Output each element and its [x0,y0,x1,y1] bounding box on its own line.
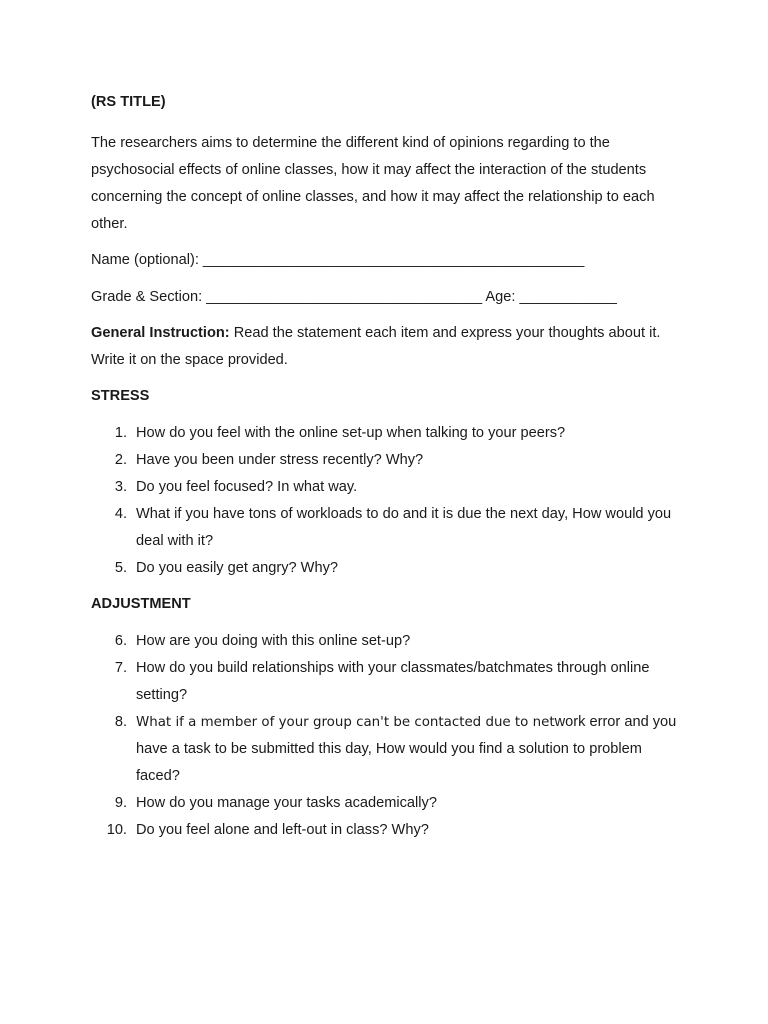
question-text: Do you easily get angry? Why? [136,560,338,576]
question-number: 1. [114,425,127,441]
list-item [91,555,681,582]
question-number: 4. [114,506,127,522]
question-text: How do you manage your tasks academically? [136,795,437,811]
list-item [91,474,681,501]
list-item [91,655,681,709]
question-text: Have you been under stress recently? Why? [136,452,424,468]
question-number: 10. [106,822,127,838]
list-item [91,501,681,555]
list-item [91,420,681,447]
question-text: Do you feel focused? In what way. [136,479,358,495]
list-item [91,790,681,817]
question-text: How are you doing with this online set-up? [136,633,411,649]
question-number: 2. [114,452,127,468]
question-number: 7. [114,660,127,676]
general-instruction [91,320,681,374]
intro-paragraph: The researchers aims to determine the different kind of opinions regarding to the psychosocial effects of online classes, how it may affect the interaction of the students concerning the concept of online classes, and how it may affect the relationship to each other. [91,135,655,232]
section-heading-stress: STRESS [91,388,150,404]
question-number: 8. [114,714,127,730]
name-field: Name (optional): _______________________________________________ [91,252,585,268]
question-text-part-b: work error and you have a task to be submitted this day, How would you find a solution to problem faced? [136,714,677,784]
grade-section-age-field: Grade & Section: __________________________________ Age: ____________ [91,289,617,305]
adjustment-question-list [91,628,681,844]
question-text: Do you feel alone and left-out in class? Why? [136,822,429,838]
question-text-part-a: What if a member of your group can't be contacted due to net [136,715,555,730]
document-title: (RS TITLE) [91,94,166,110]
question-text: How do you build relationships with your classmates/batchmates through online setting? [136,660,650,703]
question-number: 9. [114,795,127,811]
list-item [91,709,681,790]
list-item [91,817,681,844]
instruction-label: General Instruction: [91,325,230,341]
stress-question-list [91,420,681,582]
instruction-text: Read the statement each item and express your thoughts about it. Write it on the space provided. [91,325,661,368]
list-item [91,628,681,655]
section-heading-adjustment: ADJUSTMENT [91,596,191,612]
question-text: What if you have tons of workloads to do and it is due the next day, How would you deal with it? [136,506,672,549]
question-number: 5. [114,560,127,576]
question-text: How do you feel with the online set-up when talking to your peers? [136,425,566,441]
list-item [91,447,681,474]
document-content [91,93,681,844]
question-number: 6. [114,633,127,649]
question-number: 3. [114,479,127,495]
